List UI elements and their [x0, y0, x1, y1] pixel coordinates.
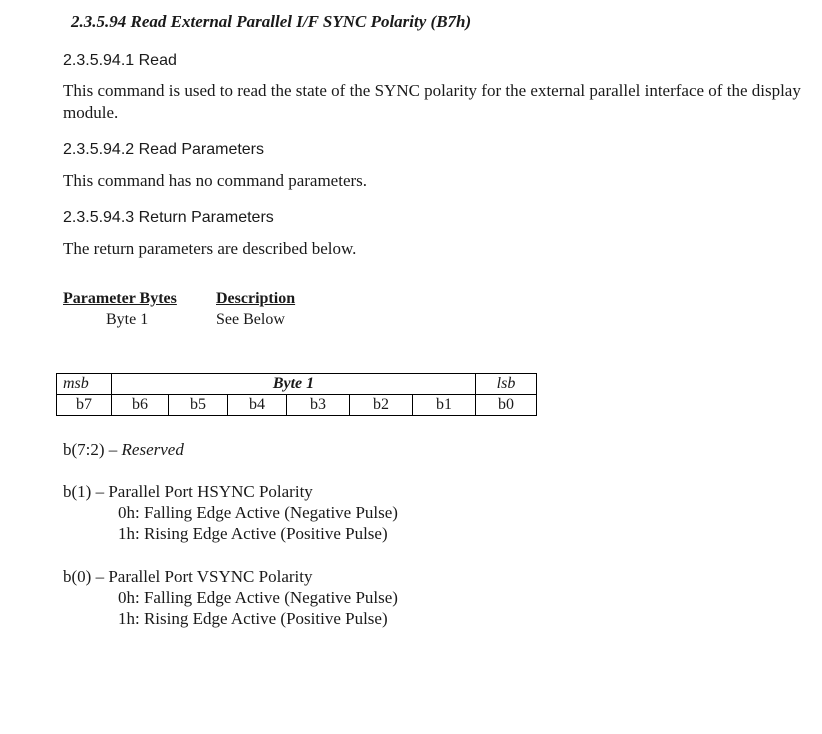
lsb-cell: lsb: [476, 374, 537, 395]
reserved-field: [63, 440, 184, 460]
read-parameters-heading: 2.3.5.94.2 Read Parameters: [63, 141, 265, 158]
bit-cell: b0: [476, 395, 537, 416]
bit-cell: b3: [287, 395, 350, 416]
reserved-text: Reserved: [121, 440, 184, 459]
bit-cell: b2: [350, 395, 413, 416]
description-header: Description: [216, 290, 296, 307]
b1-option-1: 1h: Rising Edge Active (Positive Pulse): [118, 524, 388, 543]
read-heading: 2.3.5.94.1 Read: [63, 52, 177, 69]
bit-cell: b5: [169, 395, 228, 416]
b1-field-title: b(1) – Parallel Port HSYNC Polarity: [63, 482, 313, 501]
b0-option-1: 1h: Rising Edge Active (Positive Pulse): [118, 609, 388, 628]
read-description: This command is used to read the state of the SYNC polarity for the external parallel interface of the display module.: [63, 81, 801, 122]
msb-cell: msb: [57, 374, 112, 395]
bit-cell: b1: [413, 395, 476, 416]
bit-table-header-row: [57, 374, 537, 395]
bit-layout-table: [56, 373, 537, 416]
b1-option-0: 0h: Falling Edge Active (Negative Pulse): [118, 503, 398, 522]
return-parameters-heading: 2.3.5.94.3 Return Parameters: [63, 209, 274, 226]
section-title: 2.3.5.94 Read External Parallel I/F SYNC Polarity (B7h): [71, 12, 472, 31]
bit-cell: b6: [112, 395, 169, 416]
param-byte-value: Byte 1: [106, 311, 149, 328]
reserved-bits-label: b(7:2) –: [63, 440, 122, 459]
bit-table-bits-row: [57, 395, 537, 416]
b0-field-title: b(0) – Parallel Port VSYNC Polarity: [63, 567, 313, 586]
read-parameters-text: This command has no command parameters.: [63, 171, 368, 190]
param-description-value: See Below: [216, 311, 285, 328]
b0-option-0: 0h: Falling Edge Active (Negative Pulse): [118, 588, 398, 607]
param-bytes-header: Parameter Bytes: [63, 290, 177, 307]
byte-label-cell: Byte 1: [112, 374, 476, 395]
return-parameters-text: The return parameters are described below.: [63, 239, 357, 258]
bit-cell: b4: [228, 395, 287, 416]
bit-cell: b7: [57, 395, 112, 416]
